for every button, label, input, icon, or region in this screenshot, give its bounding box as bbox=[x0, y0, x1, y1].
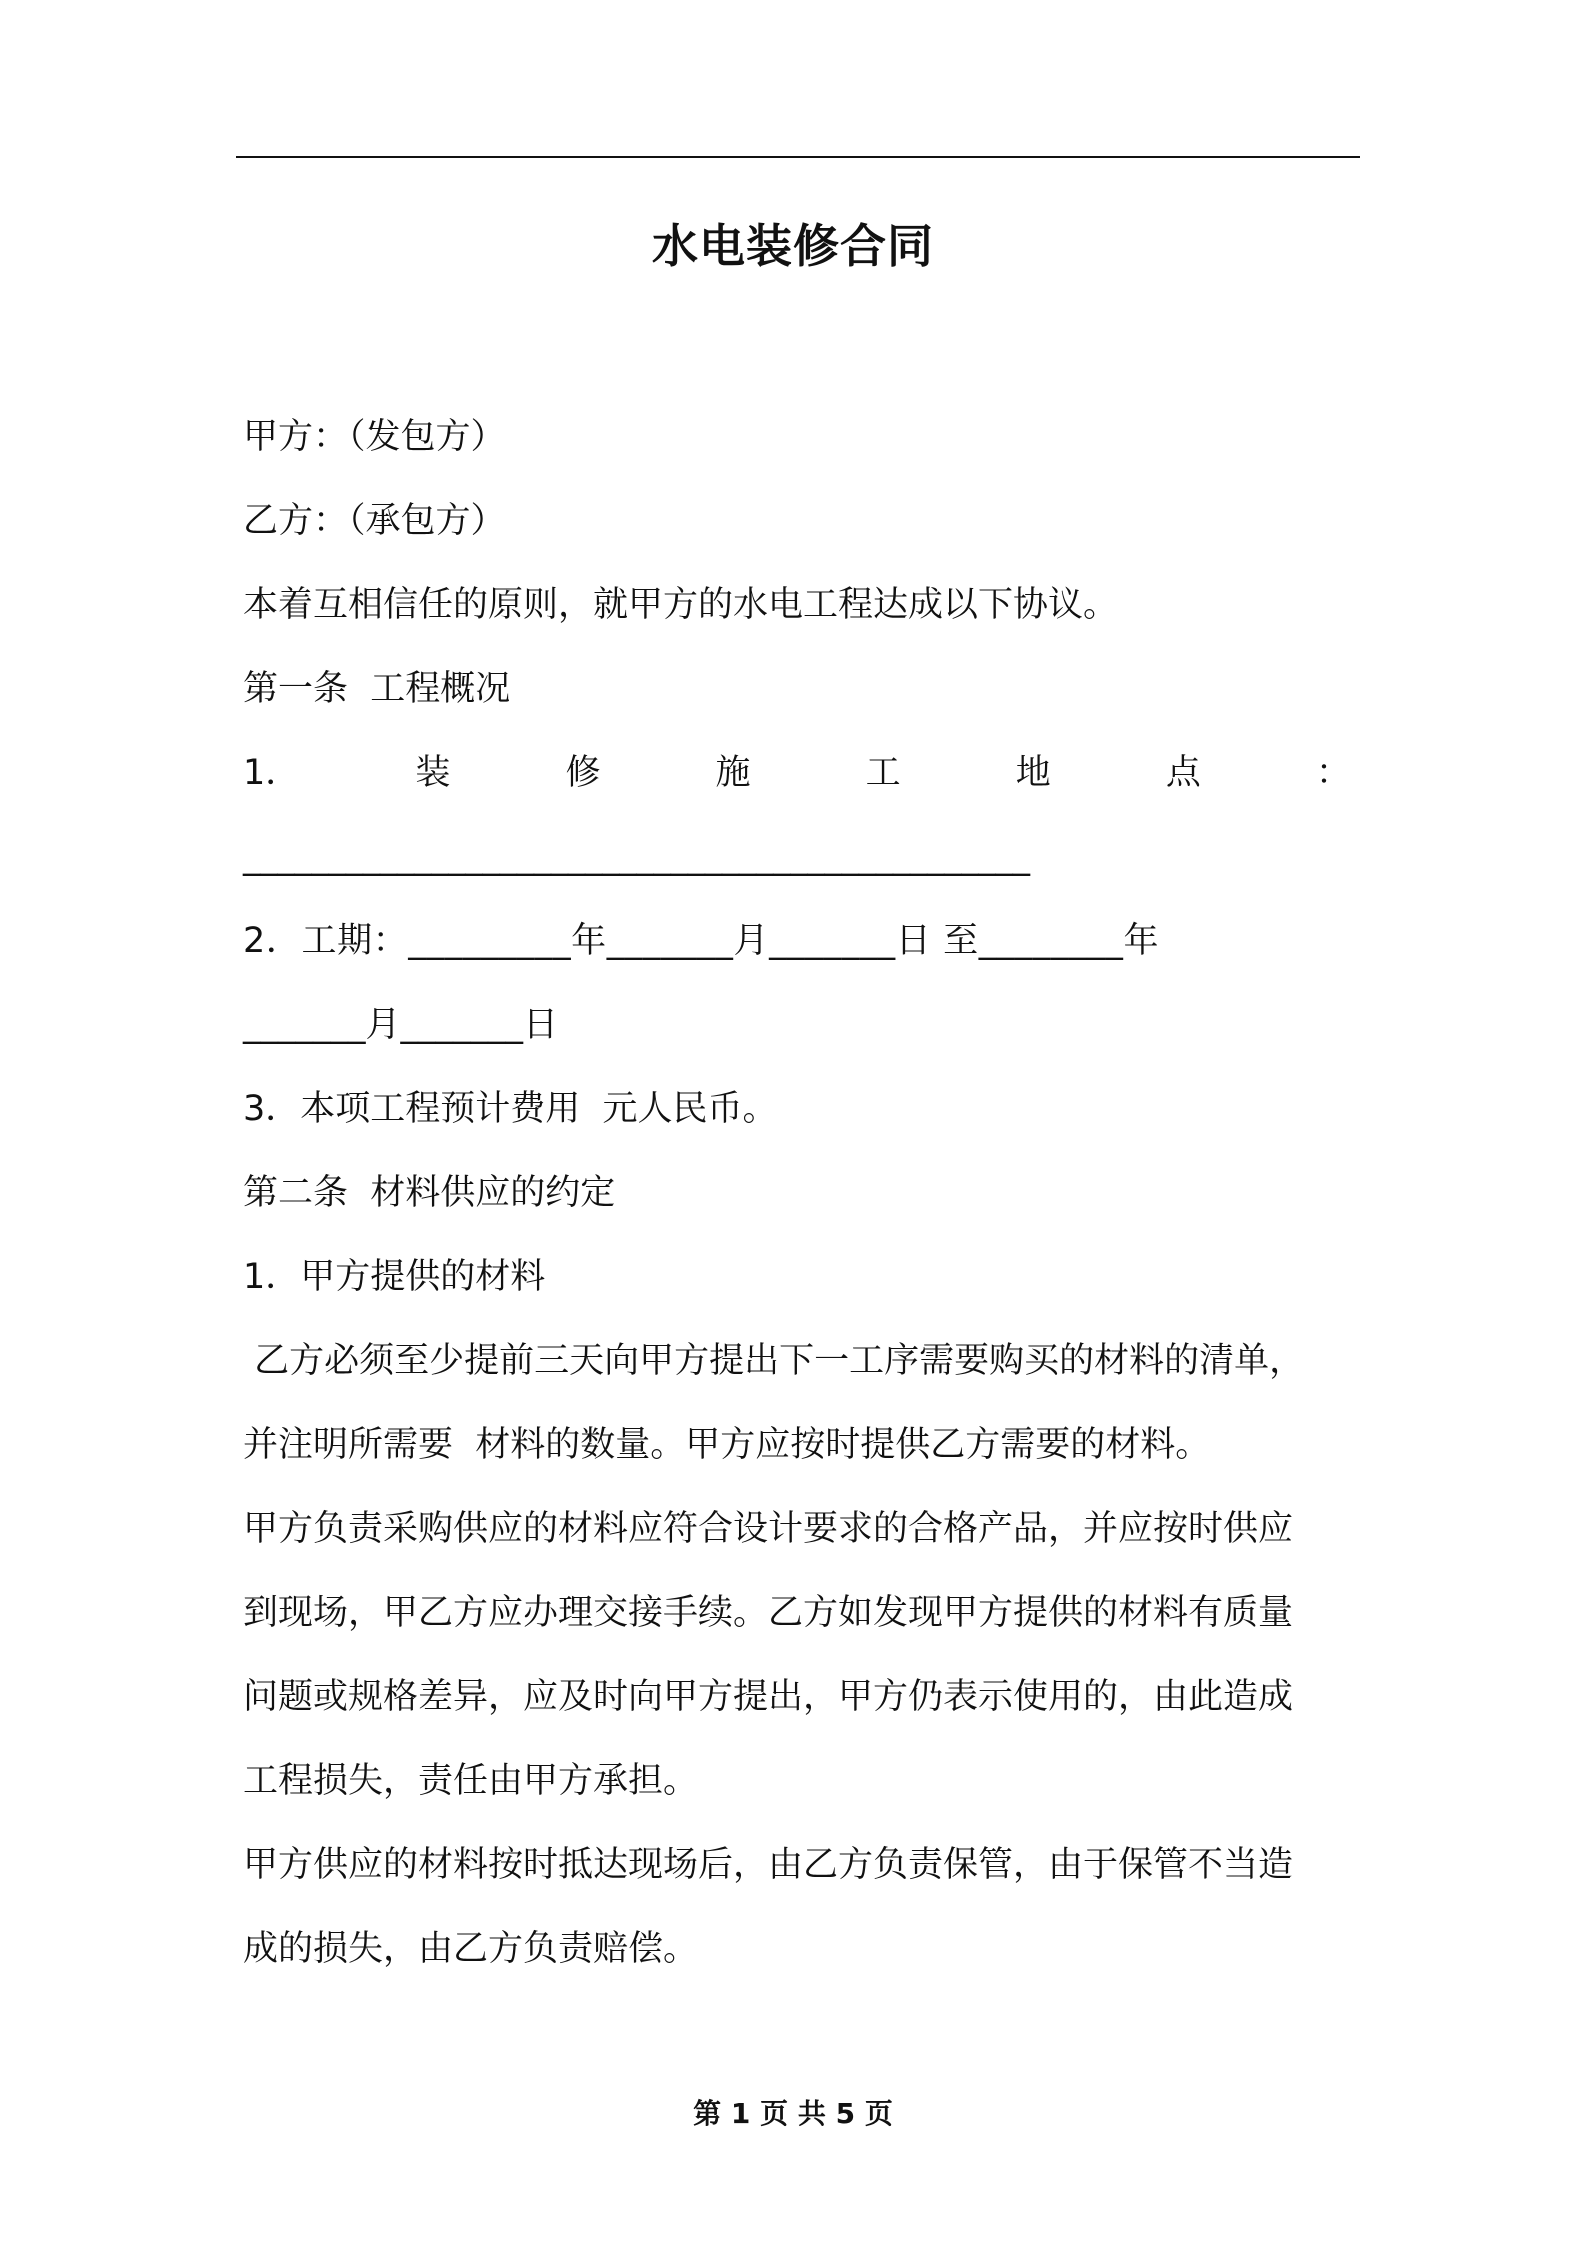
paragraph-line: 到现场，甲乙方应办理交接手续。乙方如发现甲方提供的材料有质量 bbox=[243, 1593, 1294, 1633]
preamble-line: 本着互相信任的原则，就甲方的水电工程达成以下协议。 bbox=[243, 585, 1119, 625]
paragraph-line: 甲方供应的材料按时抵达现场后，由乙方负责保管，由于保管不当造 bbox=[243, 1845, 1294, 1885]
item-1-char: 修 bbox=[565, 753, 601, 793]
item-1-char: 点 bbox=[1165, 753, 1201, 793]
paragraph-line: 甲方负责采购供应的材料应符合设计要求的合格产品，并应按时供应 bbox=[243, 1509, 1294, 1549]
site-blank-line: ______________________________________________ bbox=[243, 837, 1030, 877]
item-3-cost: 3．本项工程预计费用 元人民币。 bbox=[243, 1089, 778, 1129]
item-1-char: 地 bbox=[1015, 753, 1051, 793]
party-b-line: 乙方：（承包方） bbox=[243, 501, 506, 541]
article-1-heading: 第一条 工程概况 bbox=[243, 669, 511, 709]
paragraph-line: 成的损失，由乙方负责赔偿。 bbox=[243, 1929, 699, 1969]
item-1-construction-site bbox=[243, 748, 1351, 798]
article-2-heading: 第二条 材料供应的约定 bbox=[243, 1173, 616, 1213]
page-number-footer: 第 1 页 共 5 页 bbox=[693, 2097, 893, 2130]
header-rule bbox=[236, 156, 1360, 158]
item-2-schedule: 2．工期：_________年_______月_______日 至________年 bbox=[243, 921, 1160, 961]
item-2-schedule-continued: _______月_______日 bbox=[243, 1005, 559, 1045]
item-1-char: 装 bbox=[415, 753, 451, 793]
party-a-line: 甲方：（发包方） bbox=[243, 417, 506, 457]
item-1-char: 工 bbox=[865, 753, 901, 793]
paragraph-line: 问题或规格差异，应及时向甲方提出，甲方仍表示使用的，由此造成 bbox=[243, 1677, 1294, 1717]
paragraph-line: 乙方必须至少提前三天向甲方提出下一工序需要购买的材料的清单， bbox=[243, 1341, 1305, 1381]
document-title: 水电装修合同 bbox=[652, 219, 934, 273]
item-1-number: 1． bbox=[243, 753, 301, 793]
paragraph-line: 工程损失，责任由甲方承担。 bbox=[243, 1761, 699, 1801]
item-1-colon: ： bbox=[1315, 753, 1351, 793]
paragraph-line: 并注明所需要 材料的数量。甲方应按时提供乙方需要的材料。 bbox=[243, 1425, 1211, 1465]
item-1-party-a-materials: 1．甲方提供的材料 bbox=[243, 1257, 546, 1297]
item-1-char: 施 bbox=[715, 753, 751, 793]
